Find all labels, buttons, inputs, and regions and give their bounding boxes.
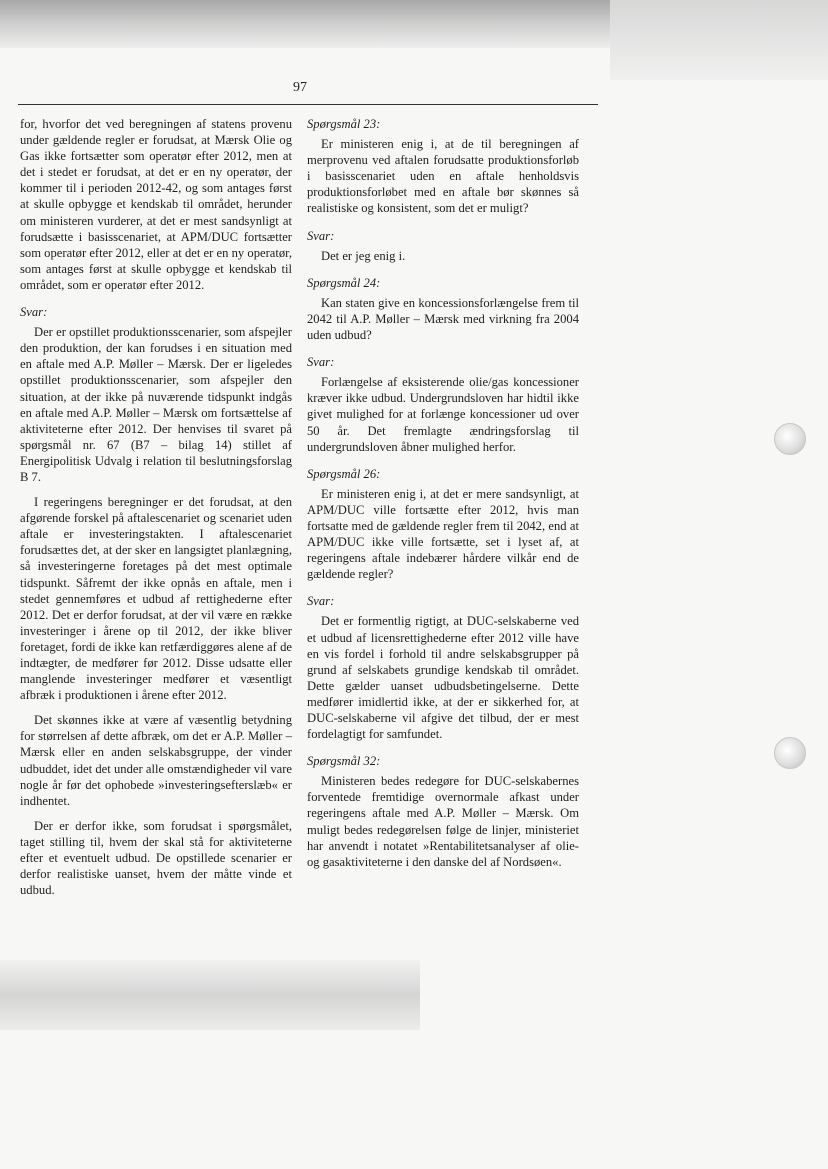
punch-hole: [774, 423, 806, 455]
question-text-24: Kan staten give en koncessionsforlængelse frem til 2042 til A.P. Møller – Mærsk med virkning fra 2004 uden udbud?: [307, 295, 579, 343]
question-heading-23: Spørgsmål 23:: [307, 117, 381, 131]
body-paragraph: I regeringens beregninger er det forudsat, at den afgørende forskel på aftalescenariet og scenariet uden aftale er investeringstakten. I aftalescenariet forudsættes det, at der sker en langsigtet planlægning, så investeringerne foretages på det mest optimale tidspunkt. Såfremt der ikke opnås en aftale, men i stedet gennemføres et udbud af rettighederne efter 2012. Det er derfor forudsat, at der vil være en række investeringer i årene op til 2012, der ikke bliver foretaget, fordi de ikke kan retfærdiggøres alene af de indtægter, de medfører før 2012. Disse udsatte eller manglende investeringer medfører et væsentligt afbræk i produktionen i årene efter 2012.: [20, 495, 292, 703]
intro-paragraph: for, hvorfor det ved beregningen af statens provenu under gældende regler er forudsat, at Mærsk Olie og Gas ikke fortsætter som operatør efter 2012, men at det i stedet er forudsat, at det er en ny operatør, der kommer til i perioden 2012-42, og som antages først at skulle opbygge et kendskab til området, herunder om ministeren vurderer, at det er mest sandsynligt at forudsætte i basisscenariet, at APM/DUC fortsætter som operatør efter 2012, eller at det er en ny operatør, som antages først at skulle opbygge et kendskab til området, som er operatør efter 2012.: [20, 117, 292, 292]
question-text-23: Er ministeren enig i, at de til beregningen af merprovenu ved aftalen forudsatte produktionsforløb i basisscenariet uden en aftale henholdsvis produktionsforløbet med en aftale bør skønnes så realistiske og konsistent, som det er muligt?: [307, 137, 579, 216]
body-paragraph: Der er derfor ikke, som forudsat i spørgsmålet, taget stilling til, hvem der skal stå for aktiviteterne efter et eventuelt udbud. De opstillede scenarier er derfor realistiske uanset, hvem der måtte vinde et udbud.: [20, 818, 292, 898]
punch-hole: [774, 737, 806, 769]
question-heading-32: Spørgsmål 32:: [307, 754, 381, 769]
body-paragraph: Der er opstillet produktionsscenarier, som afspejler den produktion, der kan forudses i en situation med en aftale med A.P. Møller – Mærsk. Der er ligeledes opstillet produktionsscenarier, som afspejler den situation, at der ikke på nuværende tidspunkt indgås en aftale med A.P. Møller – Mærsk om fortsættelse af aktiviteterne efter 2012. Der henvises til svaret på spørgsmål nr. 67 (B7 – bilag 14) stillet af Energipolitisk Udvalg i relation til beslutningsforslag B 7.: [20, 325, 292, 484]
left-column: [20, 116, 292, 907]
answer-heading-23: Svar:: [307, 228, 335, 243]
question-heading-24: Spørgsmål 24:: [307, 275, 381, 290]
question-text-26: Er ministeren enig i, at det er mere sandsynligt, at APM/DUC ville fortsætte efter 2012, hvis man fortsatte med de gældende regler frem til 2042, end at APM/DUC ikke ville fortsætte, set i lyset af, at regeringens aftale indebærer hårdere vilkår end de gældende regler?: [307, 486, 579, 582]
scan-shadow-bottom: [0, 960, 420, 1030]
answer-text-26: Det er formentlig rigtigt, at DUC-selskaberne ved et udbud af licensrettighederne efter 2012 ville have en vis fordel i forhold til andre selskabsgrupper på grund af selskabets grundige kendskab til området. Dette gælder uanset udbudsbetingelserne. Dette medfører imidlertid ikke, at der er sikkerhed for, at DUC-selskaberne vil afgive det tilbud, der er mest fordelagtigt for samfundet.: [307, 614, 579, 742]
right-column: [307, 116, 579, 879]
svar-heading: Svar:: [20, 305, 48, 320]
body-paragraph: Det skønnes ikke at være af væsentlig betydning for størrelsen af dette afbræk, om det er A.P. Møller – Mærsk eller en anden selskabsgruppe, der vinder udbuddet, idet det under alle omstændigheder vil vare nogle år før det ophobede »investeringsefterslæb« er indhentet.: [20, 713, 292, 808]
answer-heading-24: Svar:: [307, 355, 335, 370]
scan-shadow-top: [0, 0, 610, 48]
answer-heading-26: Svar:: [307, 594, 335, 609]
answer-text-24: Forlængelse af eksisterende olie/gas koncessioner kræver ikke udbud. Undergrundsloven har hidtil ikke givet mulighed for at forlænge koncessioner ud over 50 år. Det fremlagte ændringsforslag til undergrundsloven åbner mulighed herfor.: [307, 375, 579, 454]
scan-shadow-top-right: [610, 0, 828, 80]
question-text-32: Ministeren bedes redegøre for DUC-selskabernes forventede fremtidige overnormale afkast under regeringens aftale med A.P. Møller – Mærsk. Om muligt bedes redegørelsen følge de linjer, ministeriet har anvendt i notatet »Rentabilitetsanalyser af olie- og gasaktiviteterne i den danske del af Nordsøen«.: [307, 774, 579, 869]
page-number: 97: [293, 80, 307, 95]
question-heading-26: Spørgsmål 26:: [307, 466, 381, 481]
answer-text-23: Det er jeg enig i.: [321, 248, 406, 263]
header-rule: [18, 104, 598, 105]
